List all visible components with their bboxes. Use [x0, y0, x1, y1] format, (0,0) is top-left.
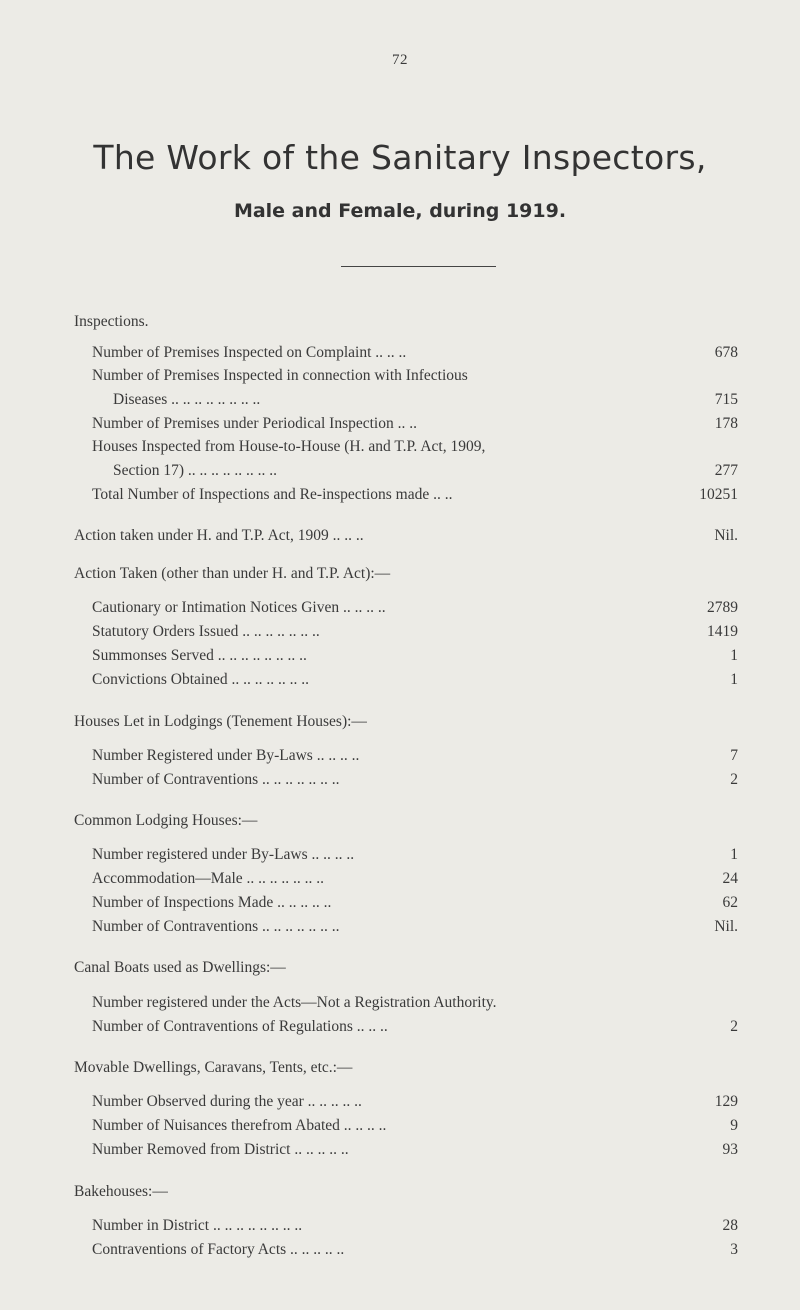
- row-label-continued: Section 17) .. .. .. .. .. .. .. ..: [113, 462, 278, 479]
- row-label: Accommodation—Male .. .. .. .. .. .. ..: [92, 870, 325, 887]
- row-label: Number Removed from District .. .. .. .. ..: [92, 1141, 349, 1158]
- row-value: 2: [730, 1018, 738, 1035]
- page-number: 72: [392, 52, 408, 68]
- row-value: 1419: [707, 623, 738, 640]
- row-value: 93: [722, 1141, 738, 1158]
- row-value: 1: [730, 647, 738, 664]
- row-label: Number of Contraventions of Regulations .. .. ..: [92, 1018, 388, 1035]
- row-value: 24: [722, 870, 738, 887]
- section-heading-movable-dwellings: Movable Dwellings, Caravans, Tents, etc.:—: [74, 1059, 353, 1076]
- row-label: Summonses Served .. .. .. .. .. .. .. ..: [92, 647, 307, 664]
- row-value: 1: [730, 846, 738, 863]
- section-heading-canal-boats: Canal Boats used as Dwellings:—: [74, 959, 286, 976]
- row-label: Number of Premises Inspected on Complaint .. .. ..: [92, 344, 407, 361]
- section-heading-tenement: Houses Let in Lodgings (Tenement Houses):—: [74, 713, 367, 730]
- row-value: 10251: [699, 486, 738, 503]
- row-value: 2: [730, 771, 738, 788]
- row-label: Number registered under By-Laws .. .. .. ..: [92, 846, 355, 863]
- section-heading-action-other: Action Taken (other than under H. and T.P. Act):—: [74, 565, 391, 582]
- row-value: 3: [730, 1241, 738, 1258]
- row-value: Nil.: [714, 918, 738, 935]
- row-value: 129: [714, 1093, 738, 1110]
- row-label: Total Number of Inspections and Re-inspections made .. ..: [92, 486, 453, 503]
- row-label: Contraventions of Factory Acts .. .. .. .. ..: [92, 1241, 345, 1258]
- row-label: Cautionary or Intimation Notices Given .. .. .. ..: [92, 599, 386, 616]
- row-label: Statutory Orders Issued .. .. .. .. .. .. ..: [92, 623, 320, 640]
- section-heading-common-lodging: Common Lodging Houses:—: [74, 812, 258, 829]
- row-value: 9: [730, 1117, 738, 1134]
- row-value: 678: [714, 344, 738, 361]
- row-label: Action taken under H. and T.P. Act, 1909 .. .. ..: [74, 527, 364, 544]
- row-label: Number registered under the Acts—Not a Registration Authority.: [92, 994, 497, 1011]
- row-label: Convictions Obtained .. .. .. .. .. .. ..: [92, 671, 309, 688]
- row-value: 715: [714, 391, 738, 408]
- row-value: 7: [730, 747, 738, 764]
- row-label: Number of Premises Inspected in connection with Infectious: [92, 367, 468, 384]
- row-value: Nil.: [714, 527, 738, 544]
- page-subtitle: Male and Female, during 1919.: [233, 200, 567, 222]
- page-title: The Work of the Sanitary Inspectors,: [93, 138, 707, 177]
- row-value: 28: [722, 1217, 738, 1234]
- row-value: 1: [730, 671, 738, 688]
- row-label: Number of Inspections Made .. .. .. .. ..: [92, 894, 332, 911]
- row-label: Number of Contraventions .. .. .. .. .. .. ..: [92, 771, 340, 788]
- section-heading-inspections: Inspections.: [74, 313, 149, 330]
- row-label: Houses Inspected from House-to-House (H. and T.P. Act, 1909,: [92, 438, 486, 455]
- row-label-continued: Diseases .. .. .. .. .. .. .. ..: [113, 391, 261, 408]
- row-value: 62: [722, 894, 738, 911]
- row-value: 2789: [707, 599, 738, 616]
- row-value: 178: [714, 415, 738, 432]
- row-label: Number of Contraventions .. .. .. .. .. .. ..: [92, 918, 340, 935]
- row-value: 277: [714, 462, 738, 479]
- row-label: Number Registered under By-Laws .. .. .. ..: [92, 747, 360, 764]
- row-label: Number of Nuisances therefrom Abated .. .. .. ..: [92, 1117, 387, 1134]
- section-heading-bakehouses: Bakehouses:—: [74, 1183, 168, 1200]
- row-label: Number Observed during the year .. .. .. .. ..: [92, 1093, 362, 1110]
- row-label: Number in District .. .. .. .. .. .. .. ..: [92, 1217, 303, 1234]
- row-label: Number of Premises under Periodical Inspection .. ..: [92, 415, 417, 432]
